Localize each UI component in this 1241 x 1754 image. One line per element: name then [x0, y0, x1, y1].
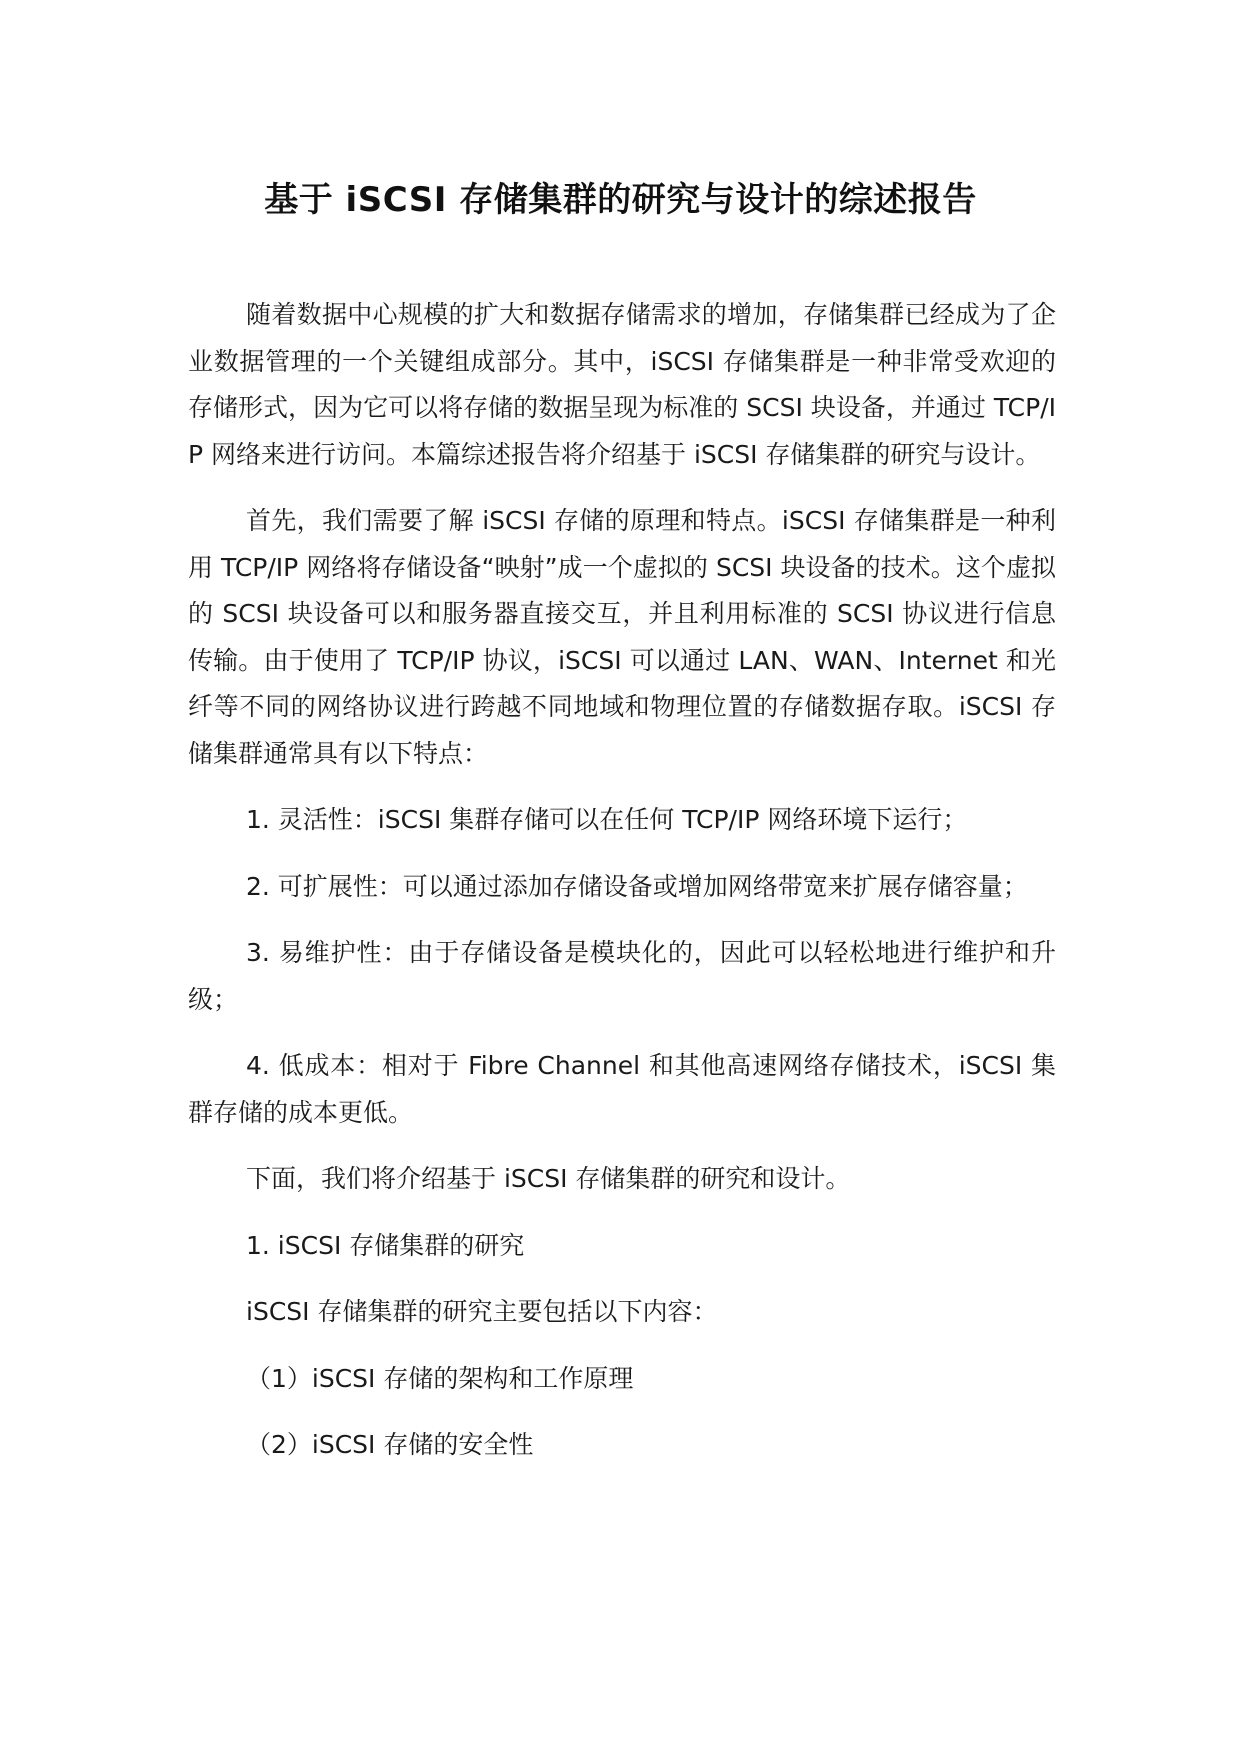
document-title: 基于 iSCSI 存储集群的研究与设计的综述报告 — [264, 180, 977, 220]
list-item-maintainability: 3. 易维护性：由于存储设备是模块化的，因此可以轻松地进行维护和升级； — [188, 938, 1056, 1014]
list-item-low-cost: 4. 低成本：相对于 Fibre Channel 和其他高速网络存储技术，iSCSI 集群存储的成本更低。 — [188, 1051, 1056, 1127]
list-item-flexibility: 1. 灵活性：iSCSI 集群存储可以在任何 TCP/IP 网络环境下运行； — [246, 805, 968, 834]
list-item-architecture: （1）iSCSI 存储的架构和工作原理 — [246, 1363, 634, 1393]
document-body — [188, 292, 1056, 1469]
paragraph-principles: 首先，我们需要了解 iSCSI 存储的原理和特点。iSCSI 存储集群是一种利用 TCP/IP 网络将存储设备“映射”成一个虚拟的 SCSI 块设备的技术。这个虚拟的 SCSI 块设备可以和服务器直接交互，并且利用标准的 SCSI 协议进行信息传输。由于使用了 TCP/IP 协议，iSCSI 可以通过 LAN、WAN、Internet 和光纤等不同的网络协议进行跨越不同地域和物理位置的存储数据存取。iSCSI 存储集群通常具有以下特点： — [188, 506, 1056, 768]
section-heading-research: 1. iSCSI 存储集群的研究 — [246, 1230, 525, 1260]
paragraph-intro: 随着数据中心规模的扩大和数据存储需求的增加，存储集群已经成为了企业数据管理的一个关键组成部分。其中，iSCSI 存储集群是一种非常受欢迎的存储形式，因为它可以将存储的数据呈现为标准的 SCSI 块设备，并通过 TCP/IP 网络来进行访问。本篇综述报告将介绍基于 iSCSI 存储集群的研究与设计。 — [188, 300, 1056, 469]
list-item-security: （2）iSCSI 存储的安全性 — [246, 1430, 534, 1459]
paragraph-research-intro: iSCSI 存储集群的研究主要包括以下内容： — [246, 1297, 718, 1326]
paragraph-transition: 下面，我们将介绍基于 iSCSI 存储集群的研究和设计。 — [246, 1164, 851, 1193]
list-item-scalability: 2. 可扩展性：可以通过添加存储设备或增加网络带宽来扩展存储容量； — [246, 871, 1028, 901]
